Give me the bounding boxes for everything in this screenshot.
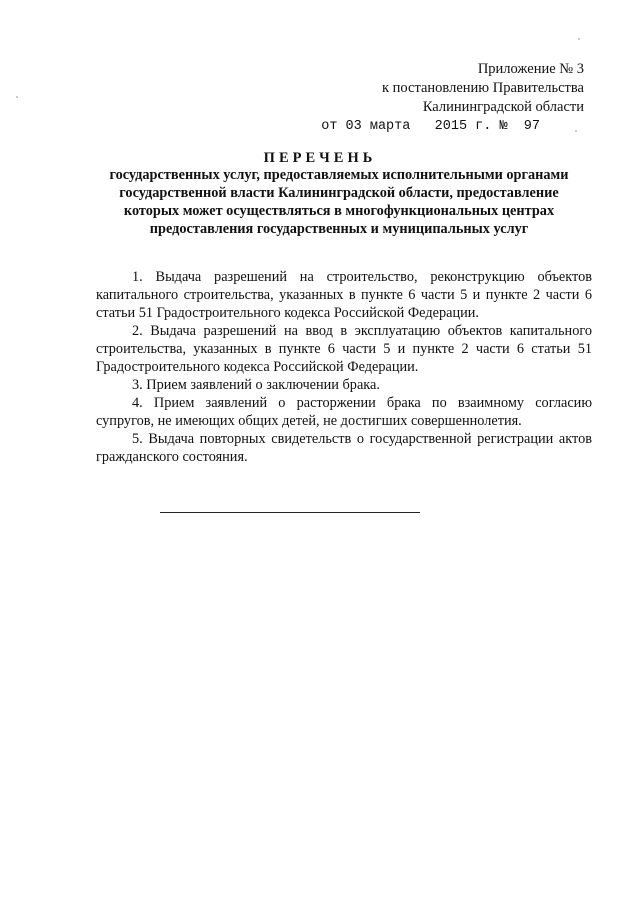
scan-speck: [575, 130, 577, 132]
scan-speck: [16, 96, 18, 98]
list-item: 4. Прием заявлений о расторжении брака по взаимному согласию супругов, не имеющих общих детей, не достигших совершеннолетия.: [96, 395, 592, 429]
list-item: 5. Выдача повторных свидетельств о государственной регистрации актов гражданского состояния.: [96, 431, 592, 465]
appendix-date-number: от 03 марта 2015 г. № 97: [321, 119, 540, 134]
closing-divider: [160, 512, 420, 513]
scan-speck: [578, 38, 580, 40]
list-item: 1. Выдача разрешений на строительство, реконструкцию объектов капитального строительства, указанных в пункте 6 части 5 и пункте 2 части 6 статьи 51 Градостроительного кодекса Российской Федерации.: [96, 269, 592, 321]
list-item: 3. Прием заявлений о заключении брака.: [132, 377, 380, 393]
appendix-resolution-ref: к постановлению Правительства: [382, 80, 584, 96]
appendix-region: Калининградской области: [422, 99, 584, 115]
document-title: ПЕРЕЧЕНЬ: [263, 150, 377, 166]
appendix-header: [284, 60, 584, 136]
services-list: [96, 268, 592, 466]
list-item: 2. Выдача разрешений на ввод в эксплуатацию объектов капитального строительства, указанных в пункте 6 части 5 и пункте 2 части 6 статьи 51 Градостроительного кодекса Российской Федерации.: [96, 323, 592, 375]
document-subtitle: государственных услуг, предоставляемых исполнительными органами государственной власти Калининградской области, предоставление которых может осуществляться в многофункциональных центрах предоставления государственных и муниципальных услуг: [109, 167, 569, 237]
appendix-number: Приложение № 3: [477, 61, 584, 77]
